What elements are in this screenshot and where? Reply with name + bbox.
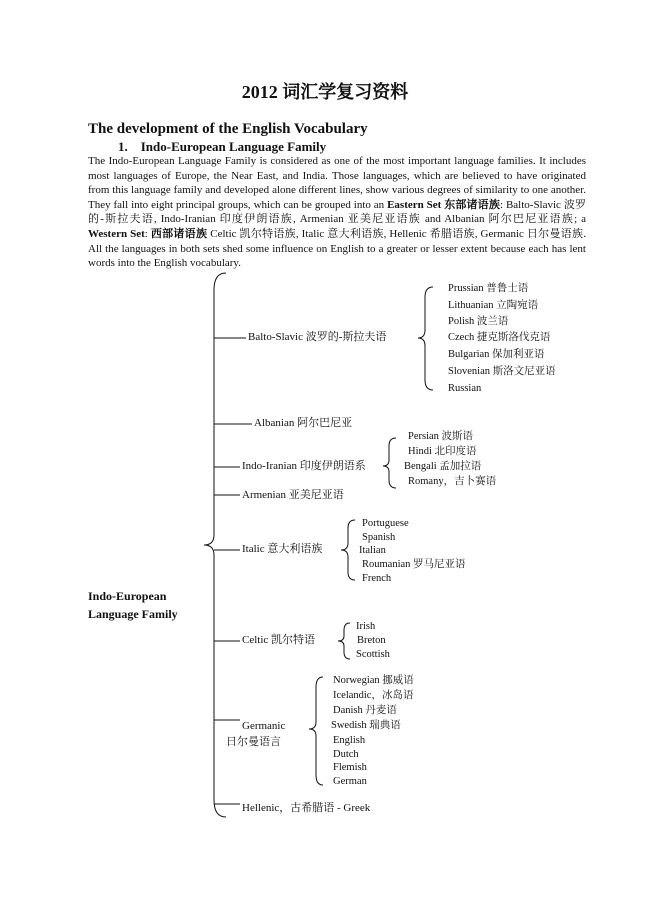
lang-item: Scottish: [356, 649, 390, 660]
brace-balto-slavic: [418, 287, 433, 390]
subsection-number: 1.: [118, 139, 128, 154]
lang-item: Dutch: [333, 749, 359, 760]
eastern-set-term: Eastern Set 东部诸语族: [387, 198, 500, 211]
intro-text-2: : Balto-Slavic 波罗的-斯拉夫语, Indo-Iranian 印度伊朗语族, Armenian 亚美尼亚语族 and Albanian 阿尔巴尼亚语族; a: [88, 198, 586, 226]
group-label-balto-slavic: Balto-Slavic 波罗的-斯拉夫语: [248, 331, 387, 343]
lang-item: Russian: [448, 383, 482, 394]
lang-item: Czech 捷克斯洛伐克语: [448, 332, 551, 343]
lang-item: Swedish 瑞典语: [331, 720, 401, 731]
lang-item: French: [362, 573, 392, 584]
brace-celtic: [338, 623, 350, 659]
lang-item: Spanish: [362, 532, 396, 543]
brace-germanic: [309, 677, 323, 785]
group-label-albanian: Albanian 阿尔巴尼亚: [254, 417, 353, 429]
lang-item: English: [333, 735, 366, 746]
brace-indo-iranian: [383, 438, 396, 488]
western-set-chinese: 西部诸语族: [150, 227, 208, 240]
lang-item: Hindi 北印度语: [408, 446, 477, 457]
root-label-line-1: Indo-European: [88, 589, 167, 603]
group-label-indo-iranian: Indo-Iranian 印度伊朗语系: [242, 460, 366, 472]
lang-item: Breton: [357, 635, 386, 646]
subsection-title: Indo-European Language Family: [140, 139, 327, 154]
lang-item: Slovenian 斯洛文尼亚语: [448, 366, 556, 377]
lang-item: German: [333, 776, 367, 787]
lang-item: Icelandic，冰岛语: [333, 690, 414, 701]
lang-item: Italian: [359, 545, 386, 556]
group-label-germanic: Germanic: [242, 720, 286, 732]
section-heading: The development of the English Vocabulary: [88, 121, 368, 137]
intro-text-4: Celtic 凯尔特语族, Italic 意大利语族, Hellenic 希腊语族, Germanic 日尔曼语族. All the languages in both sets shed some influence on English to a greater or lesser extent because each has lent words into the English vocabulary.: [88, 227, 587, 270]
lang-item: Persian 波斯语: [408, 431, 474, 442]
lang-item: Norwegian 挪威语: [333, 675, 414, 686]
lang-item: Danish 丹麦语: [333, 705, 397, 716]
lang-item: Polish 波兰语: [448, 316, 509, 327]
lang-item: Prussian 普鲁士语: [448, 283, 529, 294]
lang-item: Flemish: [333, 762, 367, 773]
lang-item: Bengali 孟加拉语: [404, 461, 482, 472]
lang-item: Irish: [356, 621, 376, 632]
group-label-germanic-cn: 日尔曼语言: [226, 736, 281, 748]
group-label-celtic: Celtic 凯尔特语: [242, 634, 316, 646]
group-label-hellenic: Hellenic，古希腊语 - Greek: [242, 802, 371, 814]
lang-item: Bulgarian 保加利亚语: [448, 349, 545, 360]
intro-text-1: The Indo-European Language Family is considered as one of the most important language families. It includes most languages of Europe, the Near East, and India. Those languages, which are believed to have originated from this language family and developed alone different lines, show various degrees of similarity to one another. They fall into eight principal groups, which can be grouped into an: [88, 155, 586, 211]
main-brace: [204, 273, 226, 817]
western-set-term: Western Set: [88, 227, 145, 240]
lang-item: Romany，吉卜赛语: [408, 476, 497, 487]
brace-italic: [341, 520, 355, 580]
document-title: 2012 词汇学复习资料: [241, 82, 409, 102]
lang-item: Roumanian 罗马尼亚语: [362, 559, 466, 570]
lang-item: Portuguese: [362, 518, 409, 529]
group-label-armenian: Armenian 亚美尼亚语: [242, 489, 344, 501]
intro-text-3: :: [144, 227, 151, 240]
group-label-italic: Italic 意大利语族: [242, 543, 323, 555]
root-label-line-2: Language Family: [88, 607, 178, 621]
lang-item: Lithuanian 立陶宛语: [448, 300, 539, 311]
tree-root-label: [88, 587, 178, 623]
